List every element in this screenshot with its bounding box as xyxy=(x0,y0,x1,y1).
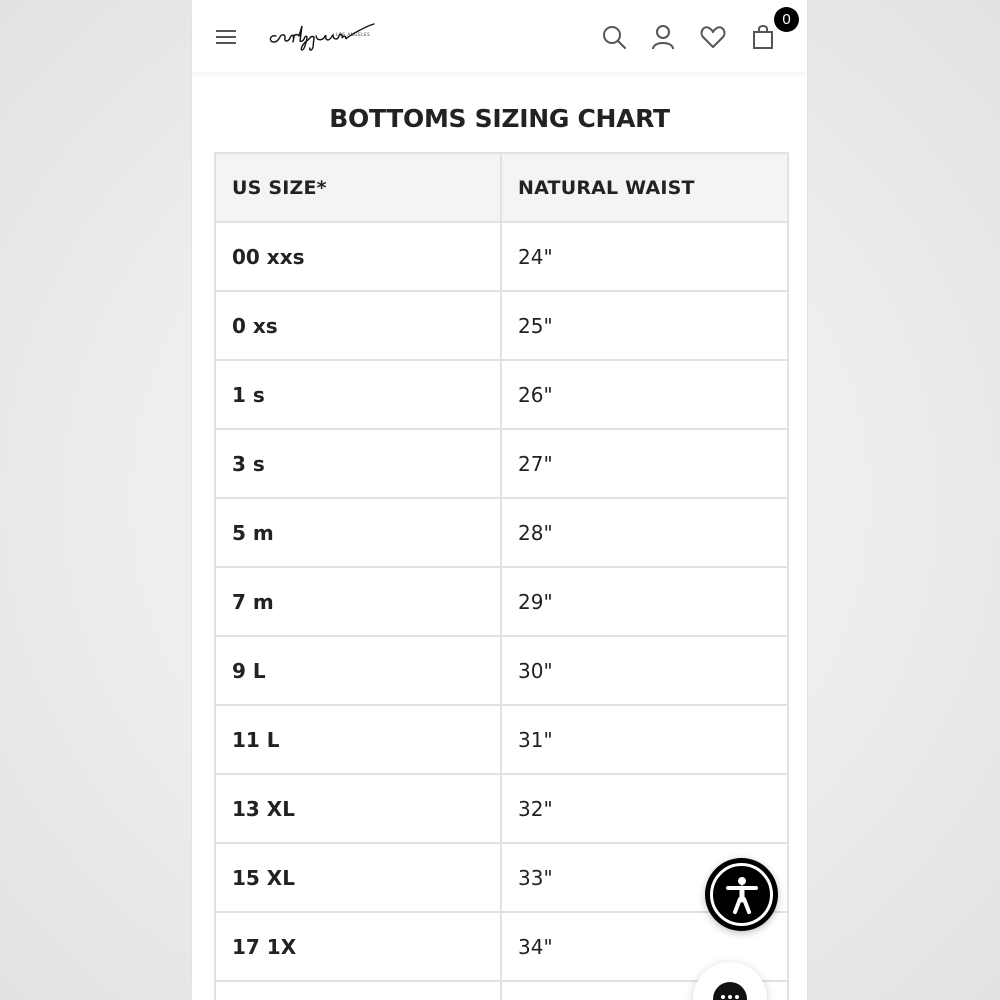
waist-cell: 25" xyxy=(501,291,788,360)
waist-cell: 29" xyxy=(501,567,788,636)
size-cell: 5 m xyxy=(215,498,501,567)
size-cell: 1 s xyxy=(215,360,501,429)
waist-cell: 33" xyxy=(501,843,788,912)
carly-jean-logo[interactable] xyxy=(266,14,378,54)
waist-cell: 30" xyxy=(501,636,788,705)
waist-cell: 31" xyxy=(501,705,788,774)
cart-count-badge[interactable]: 0 xyxy=(774,7,799,32)
size-cell: 11 L xyxy=(215,705,501,774)
hamburger-menu-icon[interactable] xyxy=(211,22,241,52)
table-row xyxy=(215,912,788,981)
accessibility-button[interactable] xyxy=(705,858,778,931)
column-header-natural-waist: NATURAL WAIST xyxy=(501,153,788,222)
table-row xyxy=(215,843,788,912)
waist-cell: 27" xyxy=(501,429,788,498)
size-cell: 00 xxs xyxy=(215,222,501,291)
accessibility-icon xyxy=(710,863,773,926)
user-icon[interactable] xyxy=(648,22,678,52)
chat-icon xyxy=(713,982,747,1000)
logo-subtext: LOS ANGELES xyxy=(336,32,371,37)
waist-cell: 26" xyxy=(501,360,788,429)
site-header xyxy=(192,0,807,72)
table-row xyxy=(215,498,788,567)
page-title: BOTTOMS SIZING CHART xyxy=(329,104,670,133)
table-row xyxy=(215,360,788,429)
waist-cell: 28" xyxy=(501,498,788,567)
table-row xyxy=(215,774,788,843)
size-cell: 17 1X xyxy=(215,912,501,981)
waist-cell: 24" xyxy=(501,222,788,291)
size-cell: 0 xs xyxy=(215,291,501,360)
table-row xyxy=(215,291,788,360)
size-cell-empty xyxy=(215,981,501,1000)
heart-icon[interactable] xyxy=(698,22,728,52)
sizing-table xyxy=(214,152,789,1000)
size-cell: 15 XL xyxy=(215,843,501,912)
size-cell: 13 XL xyxy=(215,774,501,843)
table-row xyxy=(215,222,788,291)
size-cell: 9 L xyxy=(215,636,501,705)
size-cell: 7 m xyxy=(215,567,501,636)
column-header-us-size: US SIZE* xyxy=(215,153,501,222)
table-row xyxy=(215,429,788,498)
search-icon[interactable] xyxy=(599,22,629,52)
shopping-bag-icon[interactable] xyxy=(748,22,778,52)
waist-cell: 32" xyxy=(501,774,788,843)
size-cell: 3 s xyxy=(215,429,501,498)
mobile-page xyxy=(191,0,808,1000)
table-header-row xyxy=(215,153,788,222)
table-row xyxy=(215,567,788,636)
waist-cell: 34" xyxy=(501,912,788,981)
table-row xyxy=(215,636,788,705)
table-row xyxy=(215,705,788,774)
